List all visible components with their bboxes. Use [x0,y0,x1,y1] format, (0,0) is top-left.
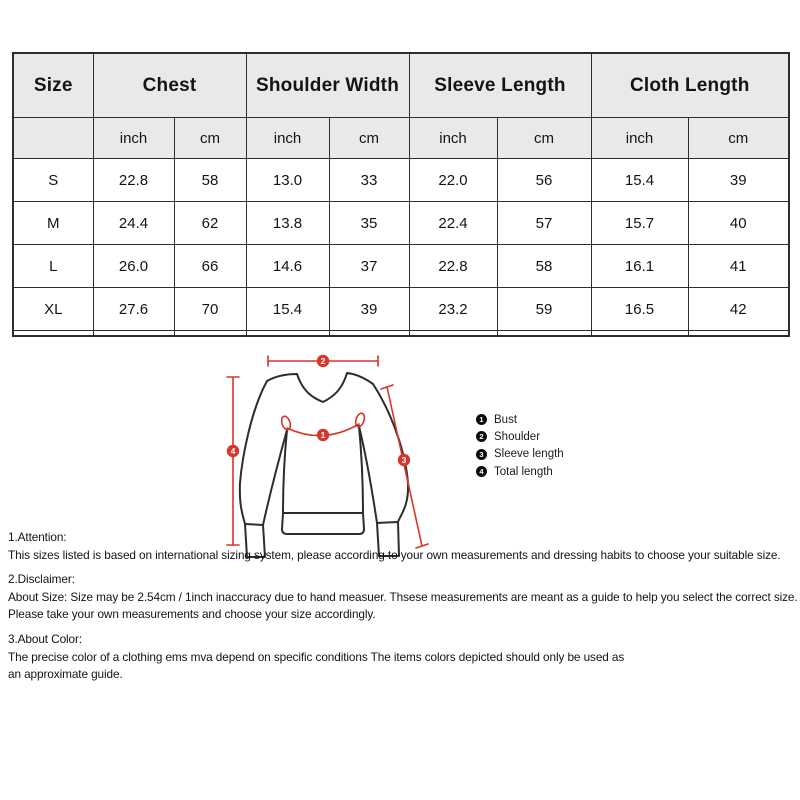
value-cell: 39 [329,288,409,331]
value-cell: 35 [329,202,409,245]
unit-header-2: inch [246,118,329,159]
value-cell: 33 [329,159,409,202]
value-cell: 58 [174,159,246,202]
value-cell: 42 [688,288,789,331]
sliver-cell [497,331,591,337]
value-cell: 59 [497,288,591,331]
value-cell: 40 [688,202,789,245]
measurement-lines [227,355,428,548]
table-row-s [13,159,789,202]
marker-total-length [227,445,239,457]
sliver-cell [13,331,93,337]
svg-text:3: 3 [401,455,407,465]
unit-header-blank [13,118,93,159]
size-table-wrap [12,52,790,337]
note-block-2 [8,571,800,624]
legend-number-badge: 3 [476,449,487,460]
value-cell: 22.8 [93,159,174,202]
note-line: The precise color of a clothing ems mva depend on specific conditions The items colors depicted should only be used as [8,649,625,664]
note-line: an approximate guide. [8,667,123,682]
note-heading: 2.Disclaimer: [8,572,75,587]
value-cell: 41 [688,245,789,288]
unit-header-0: inch [93,118,174,159]
size-cell: XL [13,288,93,331]
legend-number-badge: 4 [476,466,487,477]
value-cell: 39 [688,159,789,202]
unit-header-4: inch [409,118,497,159]
legend-number-badge: 1 [476,414,487,425]
unit-header-3: cm [329,118,409,159]
unit-header-1: cm [174,118,246,159]
sliver-cell [688,331,789,337]
unit-header-6: inch [591,118,688,159]
value-cell: 24.4 [93,202,174,245]
value-cell: 13.8 [246,202,329,245]
value-cell: 22.8 [409,245,497,288]
size-cell: S [13,159,93,202]
note-line: About Size: Size may be 2.54cm / 1inch inaccuracy due to hand measuer. Thsese measurements are meant as a guide to help you select the correct size. [8,589,798,604]
table-row-m [13,202,789,245]
unit-header-7: cm [688,118,789,159]
column-header-size: Size [13,53,93,118]
table-row-l [13,245,789,288]
size-table [12,52,790,337]
value-cell: 37 [329,245,409,288]
column-header-chest: Chest [93,53,246,118]
svg-text:4: 4 [230,446,236,456]
value-cell: 58 [497,245,591,288]
note-line: This sizes listed is based on international sizing system, please according to your own measurements and dressing habits to choose your suitable size. [8,547,781,562]
value-cell: 22.0 [409,159,497,202]
legend-label: Total length [494,465,553,478]
note-block-3 [8,631,800,684]
note-heading: 3.About Color: [8,631,83,646]
value-cell: 14.6 [246,245,329,288]
legend-label: Bust [494,413,518,426]
sliver-cell [93,331,174,337]
sliver-cell [329,331,409,337]
marker-bust [317,429,329,441]
value-cell: 56 [497,159,591,202]
value-cell: 15.4 [591,159,688,202]
legend-number-badge: 2 [476,431,487,442]
value-cell: 16.5 [591,288,688,331]
legend-label: Shoulder [494,430,541,443]
value-cell: 70 [174,288,246,331]
value-cell: 16.1 [591,245,688,288]
column-header-shoulder-width: Shoulder Width [246,53,409,118]
marker-shoulder [317,355,329,367]
sliver-cell [591,331,688,337]
value-cell: 15.4 [246,288,329,331]
value-cell: 13.0 [246,159,329,202]
column-header-cloth-length: Cloth Length [591,53,789,118]
measure-legend [476,411,564,480]
value-cell: 15.7 [591,202,688,245]
svg-text:2: 2 [320,356,326,366]
legend-item-total-length [476,463,564,480]
notes-section [8,529,800,691]
note-line: Please take your own measurements and choose your size accordingly. [8,607,376,622]
size-cell: M [13,202,93,245]
value-cell: 22.4 [409,202,497,245]
size-cell: L [13,245,93,288]
value-cell: 26.0 [93,245,174,288]
unit-header-5: cm [497,118,591,159]
note-block-1 [8,529,800,564]
sliver-cell [409,331,497,337]
value-cell: 66 [174,245,246,288]
legend-item-sleeve-length [476,446,564,463]
value-cell: 62 [174,202,246,245]
sliver-cell [246,331,329,337]
note-heading: 1.Attention: [8,530,67,544]
legend-item-shoulder [476,428,564,445]
marker-sleeve [398,454,410,466]
cropped-empty-row [13,331,789,337]
value-cell: 27.6 [93,288,174,331]
column-header-sleeve-length: Sleeve Length [409,53,591,118]
legend-label: Sleeve length [494,448,564,461]
value-cell: 23.2 [409,288,497,331]
legend-item-bust [476,411,564,428]
sliver-cell [174,331,246,337]
svg-text:1: 1 [320,430,326,440]
value-cell: 57 [497,202,591,245]
table-row-xl [13,288,789,331]
